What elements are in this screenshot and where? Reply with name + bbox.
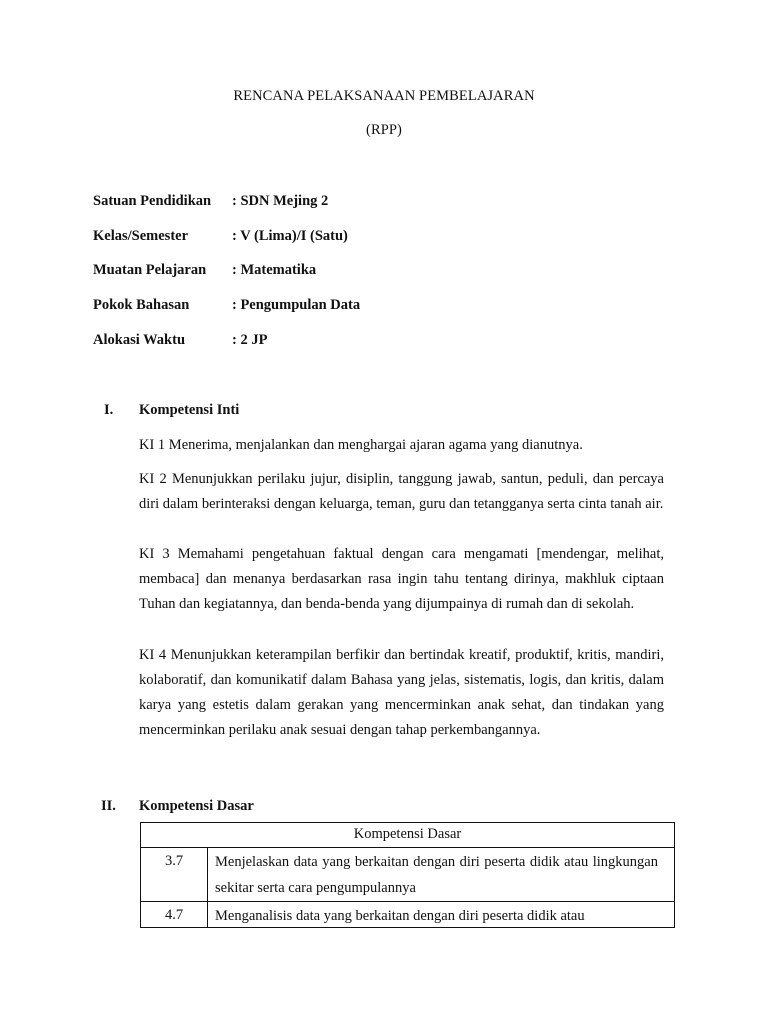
identity-label: Satuan Pendidikan [93,193,212,209]
ki-3-paragraph: KI 3 Memahami pengetahuan faktual dengan cara mengamati [mendengar, melihat, membaca] dan menanya berdasarkan rasa ingin tahu tentang dirinya, makhluk ciptaan Tuhan dan kegiatannya, dan benda-benda yang dijumpainya di rumah dan di sekolah. [139,546,664,612]
section-numeral: I. [104,402,114,418]
identity-row [93,262,316,279]
table-header-cell: Kompetensi Dasar [141,823,675,848]
section-numeral: II. [101,798,116,814]
identity-value: : SDN Mejing 2 [232,193,329,209]
identity-row [93,332,267,349]
identity-row [93,193,328,210]
identity-label: Pokok Bahasan [93,297,190,313]
ki-4-paragraph: KI 4 Menunjukkan keterampilan berfikir dan bertindak kreatif, produktif, kritis, mandiri, kolaboratif, dan komunikatif dalam Bahasa yang jelas, sistematis, logis, dan kritis, dalam karya yang estetis dalam gerakan yang mencerminkan anak sehat, dan tindakan yang mencerminkan perilaku anak sesuai dengan tahap perkembangannya. [139,647,664,738]
ki-1-paragraph: KI 1 Menerima, menjalankan dan menghargai ajaran agama yang dianutnya. [139,437,583,453]
document-subtitle: (RPP) [366,122,402,138]
kompetensi-dasar-table [140,822,675,928]
kd-description-text: Menganalisis data yang berkaitan dengan diri peserta didik atau [215,908,585,924]
table-header-row [141,823,675,848]
kd-code-cell: 3.7 [141,848,208,902]
section-title: Kompetensi Dasar [139,798,254,814]
table-row [141,848,675,902]
identity-value: : V (Lima)/I (Satu) [232,228,348,244]
identity-row [93,297,360,314]
table-row [141,902,675,928]
kd-description-cell: Menjelaskan data yang berkaitan dengan diri peserta didik atau lingkungan sekitar serta cara pengumpulannya [208,848,675,902]
identity-row [93,228,348,245]
ki-2-paragraph: KI 2 Menunjukkan perilaku jujur, disiplin, tanggung jawab, santun, peduli, dan percaya diri dalam berinteraksi dengan keluarga, teman, guru dan tetangganya serta cinta tanah air. [139,471,664,512]
section-title: Kompetensi Inti [139,402,240,418]
identity-value: : 2 JP [232,332,268,348]
identity-label: Kelas/Semester [93,228,189,244]
identity-label: Muatan Pelajaran [93,262,207,278]
document-title: RENCANA PELAKSANAAN PEMBELAJARAN [233,88,535,104]
kd-description-cell [208,902,675,928]
identity-label: Alokasi Waktu [93,332,186,348]
kd-code-cell: 4.7 [141,902,208,928]
identity-value: : Pengumpulan Data [232,297,361,313]
identity-value: : Matematika [232,262,317,278]
